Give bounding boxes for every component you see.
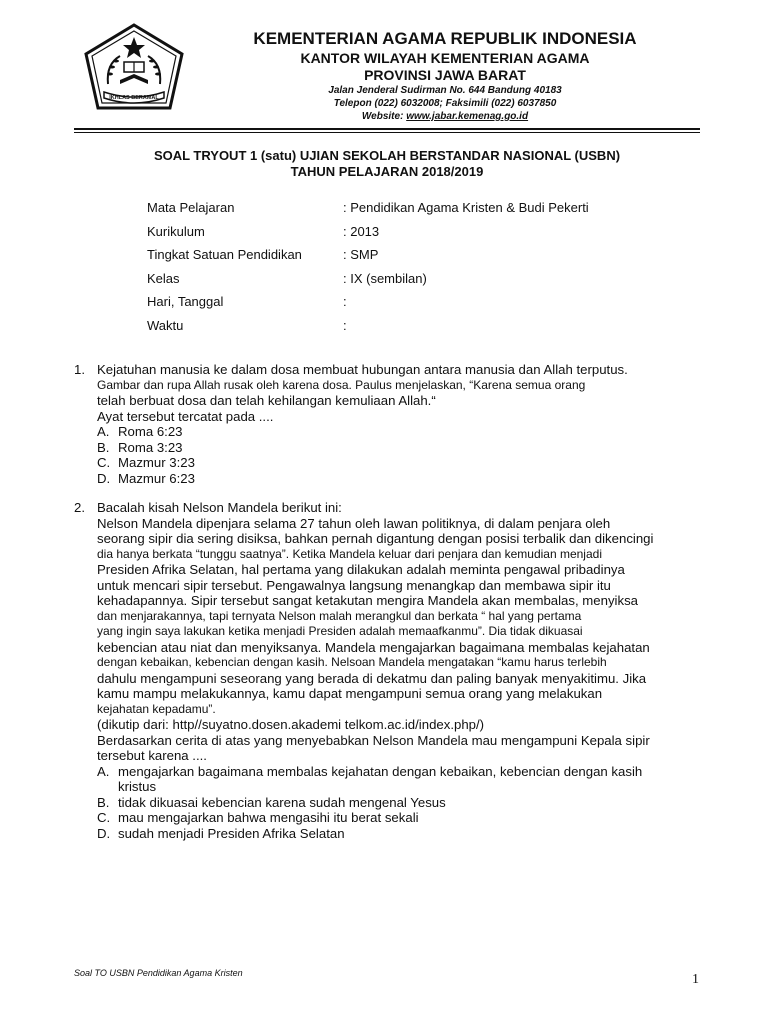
info-value: : — [343, 294, 347, 309]
question-text-line: dengan kebaikan, kebencian dengan kasih. Nelsoan Mandela mengatakan “kamu harus terlebih — [97, 655, 607, 669]
website-label: Website: — [361, 111, 407, 122]
info-label: Waktu — [147, 317, 184, 333]
option-text: Roma 6:23 — [118, 424, 183, 439]
answer-option-b[interactable] — [97, 795, 705, 811]
answer-option-d[interactable] — [97, 826, 705, 842]
question-text-line: seorang sipir dia sering disiksa, bahkan pernah digantung dengan posisi terbalik dan dikencingi — [97, 531, 654, 546]
option-text: Roma 3:23 — [118, 439, 183, 455]
question-text-line: Kejatuhan manusia ke dalam dosa membuat hubungan antara manusia dan Allah terputus. — [97, 362, 628, 377]
question-text-line: Ayat tersebut tercatat pada .... — [97, 408, 274, 424]
info-value: : Pendidikan Agama Kristen & Budi Pekerti — [343, 200, 589, 215]
info-label: Tingkat Satuan Pendidikan — [147, 247, 302, 262]
option-text: Mazmur 3:23 — [118, 455, 195, 470]
question-body — [97, 362, 705, 486]
option-letter: D. — [97, 470, 111, 486]
question-text-line: Gambar dan rupa Allah rusak oleh karena dosa. Paulus menjelaskan, “Karena semua orang — [97, 377, 586, 392]
question-text-line: Bacalah kisah Nelson Mandela berikut ini: — [97, 500, 342, 515]
option-text: Mazmur 6:23 — [118, 470, 195, 486]
answer-option-a[interactable] — [97, 424, 705, 440]
answer-option-b[interactable] — [97, 440, 705, 456]
option-letter: A. — [97, 763, 110, 779]
option-letter: B. — [97, 794, 110, 810]
footer-title: Soal TO USBN Pendidikan Agama Kristen — [74, 968, 243, 978]
question-text-line: kebencian atau niat dan menyiksanya. Mandela mengajarkan bagaimana membalas kejahatan — [97, 639, 650, 655]
office-phone: Telepon (022) 6032008; Faksimili (022) 6037850 — [333, 98, 557, 109]
answer-option-a[interactable] — [97, 764, 705, 795]
question-text-line: dia hanya berkata “tunggu saatnya”. Ketika Mandela keluar dari penjara dan kemudian menjadi — [97, 546, 602, 561]
info-value: : SMP — [343, 247, 379, 262]
info-label: Kelas — [147, 270, 180, 286]
ministry-logo — [80, 22, 188, 114]
question-text-line: Presiden Afrika Selatan, hal pertama yang dilakukan adalah meminta pengawal pribadinya — [97, 562, 625, 577]
option-letter: A. — [97, 424, 110, 439]
question-text-line: tersebut karena .... — [97, 748, 207, 763]
office-name: KANTOR WILAYAH KEMENTERIAN AGAMA — [300, 50, 590, 66]
question-text-line: yang ingin saya lakukan ketika menjadi Presiden adalah memaafkanmu”. Dia tidak dikuasai — [97, 624, 583, 638]
province-name: PROVINSI JAWA BARAT — [364, 67, 526, 83]
svg-text:IKHLAS BERAMAL: IKHLAS BERAMAL — [109, 95, 159, 101]
option-letter: C. — [97, 455, 111, 470]
info-label: Hari, Tanggal — [147, 294, 224, 309]
exam-title-line2: TAHUN PELAJARAN 2018/2019 — [290, 164, 484, 179]
question-text-line: kehadapannya. Sipir tersebut sangat ketakutan mengira Mandela akan membalas, menyiksa — [97, 593, 639, 608]
letterhead-rule-thick — [74, 128, 700, 130]
info-value: : 2013 — [343, 223, 380, 239]
letterhead — [210, 28, 680, 123]
info-value: : — [343, 317, 347, 333]
option-text-line2: kristus — [118, 779, 157, 794]
question-body — [97, 500, 705, 841]
answer-option-c[interactable] — [97, 810, 705, 826]
question-text-line: untuk mencari sipir tersebut. Pengawalnya langsung menangkap dan membawa sipir itu — [97, 577, 611, 593]
letterhead-rule-thin — [74, 132, 700, 133]
option-text: sudah menjadi Presiden Afrika Selatan — [118, 825, 345, 841]
answer-option-d[interactable] — [97, 471, 705, 487]
option-text-line1: mengajarkan bagaimana membalas kejahatan dengan kebaikan, kebencian dengan kasih — [118, 763, 643, 779]
question-source: (dikutip dari: http//suyatno.dosen.akademi telkom.ac.id/index.php/) — [97, 717, 485, 732]
question-text-line: Berdasarkan cerita di atas yang menyebabkan Nelson Mandela mau mengampuni Kepala sipir — [97, 732, 650, 748]
website-link[interactable]: www.jabar.kemenag.go.id — [406, 111, 529, 122]
option-text — [118, 764, 642, 795]
question-text-line: Nelson Mandela dipenjara selama 27 tahun oleh lawan politiknya, di dalam penjara oleh — [97, 515, 611, 531]
answer-option-c[interactable] — [97, 455, 705, 471]
question-text-line: kejahatan kepadamu”. — [97, 701, 216, 716]
option-letter: C. — [97, 810, 111, 825]
question-text-line: telah berbuat dosa dan telah kehilangan kemuliaan Allah.“ — [97, 393, 436, 408]
question-text-line: dahulu mengampuni seseorang yang berada di dekatmu dan paling banyak menyakitimu. Jika — [97, 670, 647, 686]
info-label: Mata Pelajaran — [147, 200, 235, 215]
exam-title — [74, 148, 700, 180]
option-letter: B. — [97, 439, 110, 455]
question-text-line: dan menjarakannya, tapi ternyata Nelson malah merangkul dan berkata “ hal yang pertama — [97, 608, 582, 623]
option-letter: D. — [97, 825, 111, 841]
exam-title-line1: SOAL TRYOUT 1 (satu) UJIAN SEKOLAH BERSTANDAR NASIONAL (USBN) — [153, 148, 621, 163]
option-text: mau mengajarkan bahwa mengasihi itu berat sekali — [118, 810, 419, 825]
office-address: Jalan Jenderal Sudirman No. 644 Bandung 40183 — [328, 85, 562, 96]
ministry-name: KEMENTERIAN AGAMA REPUBLIK INDONESIA — [253, 29, 637, 48]
info-value: : IX (sembilan) — [343, 270, 427, 286]
question-number: 2. — [74, 500, 85, 515]
office-website — [210, 110, 680, 123]
option-text: tidak dikuasai kebencian karena sudah mengenal Yesus — [118, 794, 446, 810]
question-number: 1. — [74, 362, 85, 377]
question-text-line: kamu mampu melakukannya, kamu dapat mengampuni semua orang yang melakukan — [97, 686, 603, 701]
info-label: Kurikulum — [147, 223, 205, 239]
page-number: 1 — [692, 972, 699, 987]
